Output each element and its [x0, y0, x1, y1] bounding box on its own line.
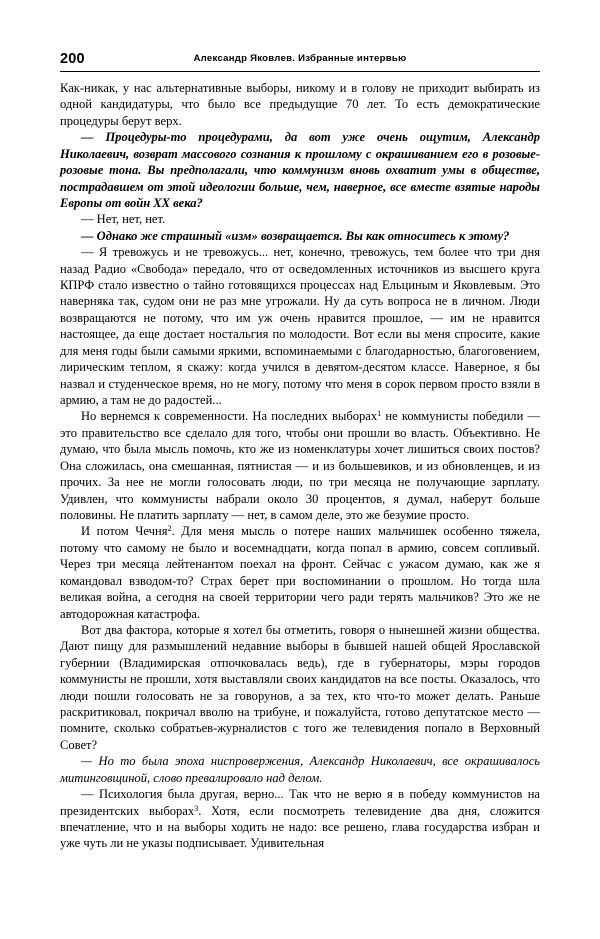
- paragraph-text-after-footnote: . Для меня мысль о потере наших мальчишек особенно тяжела, потому что самому не было и восемнадцати, когда попал в армию, совсем сопливый. Через три месяца лейтенантом поехал на фронт. Сейчас с ужасом думаю, как же я командовал взводом-то? Страх берет при воспоминании о прошлом. Но тогда шла великая война, а сегодня на своей территории чего ради терять мальчиков? Это же не автодорожная катастрофа.: [60, 524, 540, 621]
- paragraph-question: — Процедуры-то процедурами, да вот уже очень ощутим, Александр Николаевич, возврат массового сознания к прошлому с окрашиванием его в розовые-розовые тона. Вы предполагали, что коммунизм вновь охватит умы в обществе, пострадавшем от этой идеологии больше, чем, наверное, все вместе взятые народы Европы от войн XX века?: [60, 130, 540, 210]
- paragraph-with-footnote: [60, 786, 540, 852]
- header-rule: [60, 71, 540, 72]
- page-number: 200: [60, 51, 85, 67]
- paragraph: Вот два фактора, которые я хотел бы отметить, говоря о нынешней жизни общества. Дают пищу для размышлений недавние выборы в бывшей нашей общей Ярославской губернии (Владимирская отпочковалась ведь), где в губернаторы, мэры городов коммунисты не прошли, хотя выставляли своих кандидатов на все посты. Оказалось, что люди пошли голосовать не за говорунов, а за тех, кто что-то может делать. Раньше раскритиковал, покричал вволю на трибуне, и пожалуйста, готово депутатское место — помните, сколько собратьев-журналистов с того же телевидения попало в Верховный Совет?: [60, 622, 540, 752]
- footnote-marker[interactable]: 1: [377, 409, 382, 419]
- paragraph-with-footnote: [60, 523, 540, 622]
- paragraph-text-after-footnote: не коммунисты победили — это правительство все сделало для того, чтобы они прошли во власть. Объективно. Не думаю, что была мысль помочь, кто же из номенклатуры хочет лишиться своих постов? Она сложилась, она смешанная, пятнистая — и из большевиков, и из обновленцев, и из прочих. За нее не могли голосовать люди, по три месяца не получающие зарплату. Удивлен, что коммунисты набрали около 30 процентов, я думал, наберут больше половины. Не платить зарплату — нет, в самом деле, это же безумие просто.: [60, 409, 540, 522]
- paragraph: — Нет, нет, нет.: [81, 212, 166, 227]
- paragraph-with-footnote: [60, 408, 540, 523]
- footnote-marker[interactable]: 2: [167, 524, 172, 534]
- body-text-column: [60, 80, 540, 852]
- paragraph: Как-никак, у нас альтернативные выборы, никому и в голову не приходит выбирать из одной кандидатуры, что было все предыдущие 70 лет. То есть демократические процедуры берут верх.: [60, 81, 540, 128]
- paragraph-text-after-footnote: . Хотя, если посмотреть телевидение два дня, сложится впечатление, что и на выборы ходить не надо: все решено, глава государства избран и уже чуть ли не указы подписывает. Удивительная: [60, 803, 540, 851]
- paragraph-question: — Однако же страшный «изм» возвращается. Вы как относитесь к этому?: [81, 228, 510, 243]
- paragraph-question: — Но то была эпоха ниспровержения, Александр Николаевич, все окрашивалось митинговщиной, слово превалировало над делом.: [60, 754, 540, 785]
- running-header: [60, 50, 540, 70]
- paragraph: — Я тревожусь и не тревожусь... нет, конечно, тревожусь, тем более что три дня назад Радио «Свобода» передало, что от осведомленных источников из высшего круга КПРФ стало известно о тайно готовящихся процессах над Ельциным и Яковлевым. Это наверняка так, судом они не раз мне угрожали. Ну да суть вопроса не в личном. Люди возвращаются не потому, что им уж очень нравится прошлое, — им не нравится настоящее, да еще достает ностальгия по молодости. Вот если вы меня спросите, какие для меня годы были самыми яркими, вспоминаемыми с благодарностью, благоговением, лирическим теплом, я скажу: когда учился в девятом-десятом классе. Наверное, я бы назвал и студенческое время, но не могу, потому что меня в сорок первом просто взяли в армию, а там не до радостей...: [60, 245, 540, 408]
- paragraph-text-before-footnote: — Психология была другая, верно... Так что не верю я в победу коммунистов на президентских выборах: [60, 787, 540, 818]
- paragraph-text-before-footnote: Но вернемся к современности. На последних выборах: [81, 409, 378, 424]
- running-title: Александр Яковлев. Избранные интервью: [193, 53, 407, 64]
- paragraph-text-before-footnote: И потом Чечня: [81, 524, 168, 539]
- footnote-marker[interactable]: 3: [194, 803, 199, 813]
